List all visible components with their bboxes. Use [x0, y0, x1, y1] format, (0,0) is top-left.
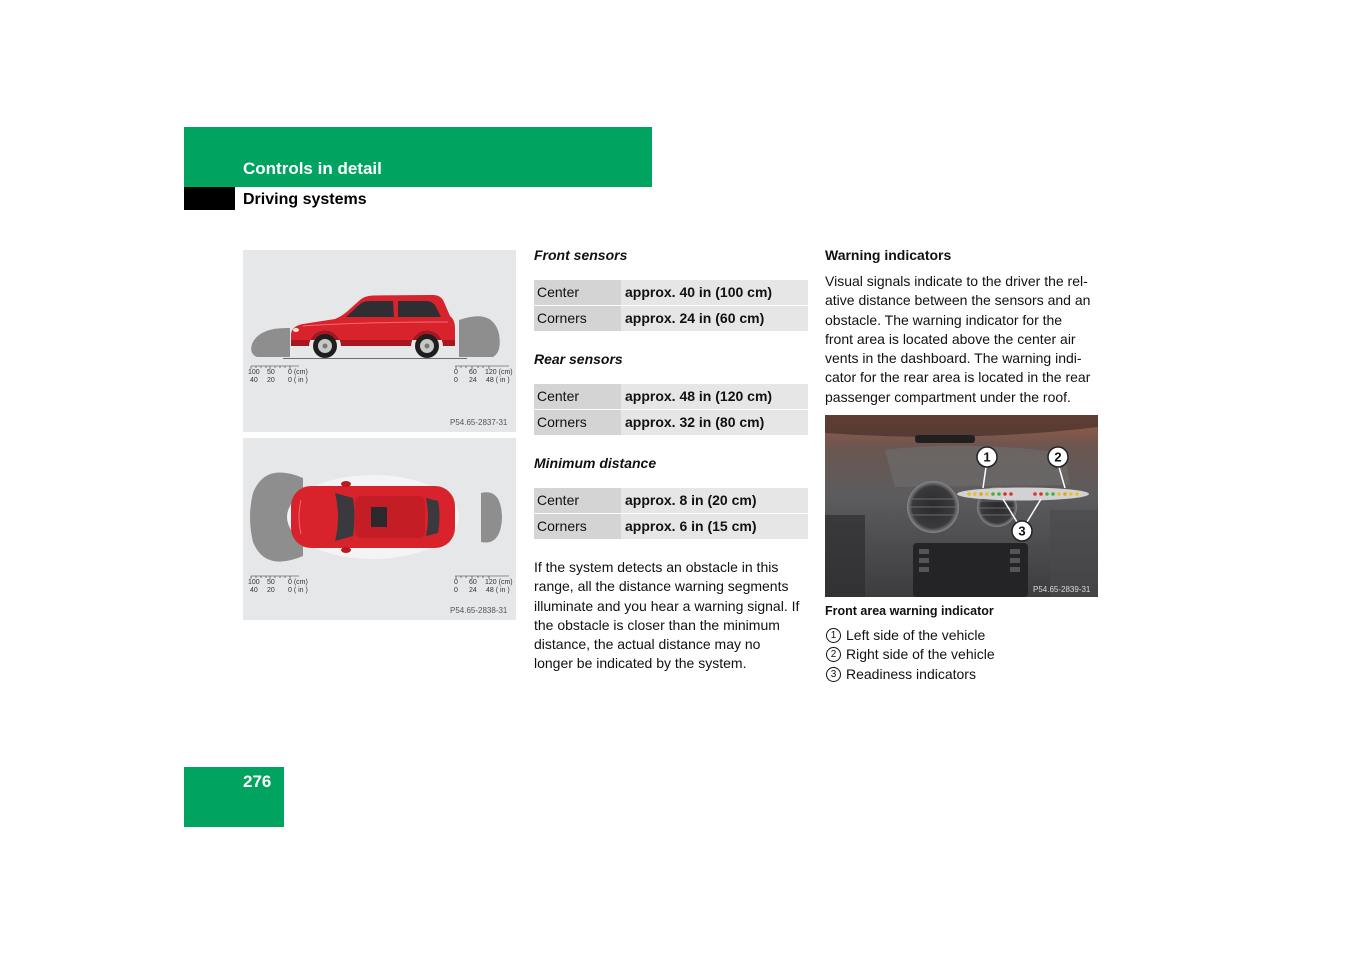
table-row — [534, 488, 808, 513]
legend-text: Right side of the vehicle — [846, 646, 995, 663]
dashboard-illustration — [825, 415, 1098, 597]
table-cell-value: approx. 6 in (15 cm) — [621, 514, 808, 539]
chapter-title: Controls in detail — [243, 159, 382, 178]
warning-indicator-strip — [957, 488, 1089, 501]
scale-label: 40 — [250, 377, 258, 384]
callout-number: 2 — [1054, 449, 1062, 465]
paragraph-line: If the system detects an obstacle in this — [534, 559, 779, 575]
scale-label: 48 ( in ) — [486, 587, 510, 594]
rear-sensors-heading: Rear sensors — [534, 351, 623, 367]
legend-number: 2 — [826, 647, 841, 662]
section-title: Driving systems — [243, 191, 367, 208]
scale-label: 0 ( in ) — [288, 377, 308, 384]
table-cell-value: approx. 40 in (100 cm) — [621, 280, 808, 305]
scale-label: 40 — [250, 587, 258, 594]
photo-caption: Front area warning indicator — [825, 604, 994, 618]
page-number: 276 — [243, 772, 272, 791]
paragraph-line: front area is located above the center air — [825, 330, 1076, 347]
scale-label: 50 — [267, 579, 275, 586]
warning-indicators-heading: Warning indicators — [825, 247, 952, 263]
minimum-distance-heading: Minimum distance — [534, 455, 657, 471]
vehicle-top-view — [291, 481, 455, 553]
table-cell-value: approx. 32 in (80 cm) — [621, 410, 808, 435]
table-row — [534, 514, 808, 539]
paragraph-line: obstacle. The warning indicator for the — [825, 311, 1063, 328]
table-cell-value: approx. 8 in (20 cm) — [621, 488, 808, 513]
figure-code: P54.65-2837-31 — [450, 418, 508, 427]
scale-label: 20 — [267, 377, 275, 384]
scale-label: 50 — [267, 369, 275, 376]
scale-label: 48 ( in ) — [486, 377, 510, 384]
scale-label: 100 — [248, 579, 260, 586]
paragraph-line: longer be indicated by the system. — [534, 655, 747, 672]
front-sensors-table — [534, 280, 808, 332]
rear-sensors-table — [534, 384, 808, 436]
scale-label: 0 — [454, 369, 458, 376]
table-cell-label: Center — [534, 488, 621, 513]
figure-code: P54.65-2838-31 — [450, 606, 508, 615]
scale-label: 120 (cm) — [485, 579, 513, 586]
side-view-illustration — [243, 250, 516, 432]
legend-number: 1 — [826, 628, 841, 643]
table-cell-label: Center — [534, 280, 621, 305]
table-row — [534, 306, 808, 331]
paragraph-line: passenger compartment under the roof. — [825, 388, 1071, 405]
dashboard-warning-indicator-photo — [825, 415, 1098, 597]
callout-1 — [977, 447, 997, 467]
obstacle-note-paragraph — [534, 558, 808, 674]
callout-number: 1 — [983, 449, 991, 465]
paragraph-line: ative distance between the sensors and an — [825, 292, 1091, 309]
figure-sensor-range-top-view — [243, 438, 516, 620]
table-row — [534, 410, 808, 435]
paragraph-line: vents in the dashboard. The warning indi- — [825, 350, 1082, 367]
list-item — [825, 626, 995, 645]
scale-label: 24 — [469, 377, 477, 384]
table-cell-label: Center — [534, 384, 621, 409]
paragraph-line: range, all the distance warning segments — [534, 578, 789, 595]
front-sensors-heading: Front sensors — [534, 247, 628, 263]
section-marker — [184, 187, 235, 210]
paragraph-line: cator for the rear area is located in the rear — [825, 369, 1091, 386]
table-row — [534, 280, 808, 305]
legend-number: 3 — [826, 667, 841, 682]
scale-label: 0 — [454, 579, 458, 586]
table-cell-label: Corners — [534, 306, 621, 331]
scale-label: 100 — [248, 369, 260, 376]
list-item — [825, 645, 995, 664]
minimum-distance-table — [534, 488, 808, 540]
scale-label: 60 — [469, 579, 477, 586]
callout-number: 3 — [1018, 523, 1026, 539]
photo-legend — [825, 626, 995, 684]
scale-label: 0 (cm) — [288, 579, 308, 586]
warning-indicators-paragraph — [825, 272, 1099, 407]
legend-text: Readiness indicators — [846, 665, 976, 682]
callout-2 — [1048, 447, 1068, 467]
paragraph-line: Visual signals indicate to the driver the rel- — [825, 273, 1088, 289]
table-cell-value: approx. 24 in (60 cm) — [621, 306, 808, 331]
scale-label: 24 — [469, 587, 477, 594]
table-cell-value: approx. 48 in (120 cm) — [621, 384, 808, 409]
legend-text: Left side of the vehicle — [846, 627, 986, 643]
callout-3 — [1012, 521, 1032, 541]
table-cell-label: Corners — [534, 514, 621, 539]
figure-code: P54.65-2839-31 — [1033, 585, 1091, 594]
scale-label: 0 (cm) — [288, 369, 308, 376]
scale-label: 60 — [469, 369, 477, 376]
scale-label: 0 — [454, 377, 458, 384]
table-row — [534, 384, 808, 409]
paragraph-line: the obstacle is closer than the minimum — [534, 616, 780, 633]
scale-label: 20 — [267, 587, 275, 594]
figure-sensor-range-side-view — [243, 250, 516, 432]
list-item — [825, 665, 995, 684]
table-cell-label: Corners — [534, 410, 621, 435]
scale-label: 0 ( in ) — [288, 587, 308, 594]
scale-label: 0 — [454, 587, 458, 594]
paragraph-line: distance, the actual distance may no — [534, 636, 761, 653]
paragraph-line: illuminate and you hear a warning signal. If — [534, 597, 800, 614]
scale-label: 120 (cm) — [485, 369, 513, 376]
